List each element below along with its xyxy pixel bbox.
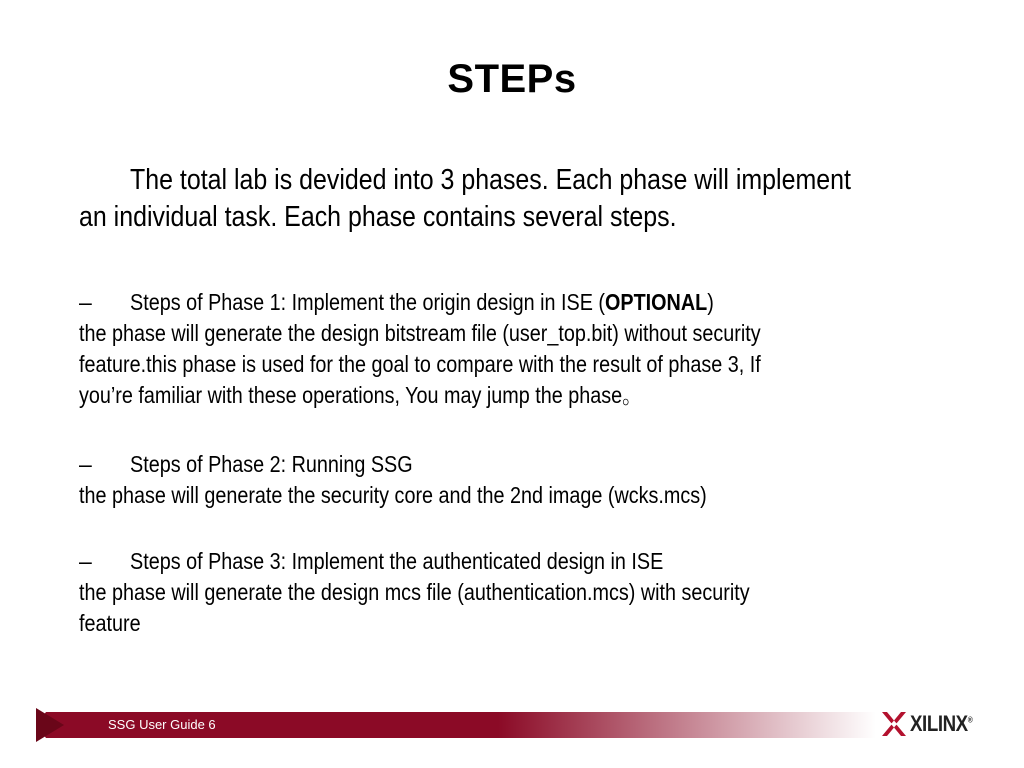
bullet-dash: – <box>79 289 92 315</box>
phase-1-line-1: the phase will generate the design bitstream file (user_top.bit) without security <box>79 320 761 346</box>
slide-title: STEPs <box>447 57 577 101</box>
intro-paragraph <box>79 162 1024 236</box>
xilinx-wordmark: XILINX® <box>910 711 973 736</box>
phase-2-section <box>79 449 1024 511</box>
phase-3-heading: Steps of Phase 3: Implement the authenticated design in ISE <box>130 548 664 574</box>
phase-2-line-1: the phase will generate the security core and the 2nd image (wcks.mcs) <box>79 482 707 508</box>
bullet-dash: – <box>79 451 92 477</box>
phase-1-heading: Steps of Phase 1: Implement the origin design in ISE (OPTIONAL) <box>130 289 714 315</box>
bullet-dash: – <box>79 548 92 574</box>
phase-3-line-2: feature <box>79 610 141 636</box>
phase-1-line-2: feature.this phase is used for the goal to compare with the result of phase 3, If <box>79 351 761 377</box>
xilinx-logo <box>880 709 990 739</box>
phase-1-line-3: you’re familiar with these operations, You may jump the phase。 <box>79 382 642 408</box>
phase-3-line-1: the phase will generate the design mcs file (authentication.mcs) with security <box>79 579 750 605</box>
optional-label: OPTIONAL <box>604 289 708 315</box>
footer-label: SSG User Guide 6 <box>108 717 216 732</box>
phase-2-heading: Steps of Phase 2: Running SSG <box>130 451 413 477</box>
intro-line-2: an individual task. Each phase contains several steps. <box>79 201 677 233</box>
xilinx-x-icon <box>880 711 908 737</box>
intro-line-1: The total lab is devided into 3 phases. Each phase will implement <box>130 164 851 196</box>
phase-3-section <box>79 546 1024 639</box>
phase-1-section <box>79 287 1024 411</box>
